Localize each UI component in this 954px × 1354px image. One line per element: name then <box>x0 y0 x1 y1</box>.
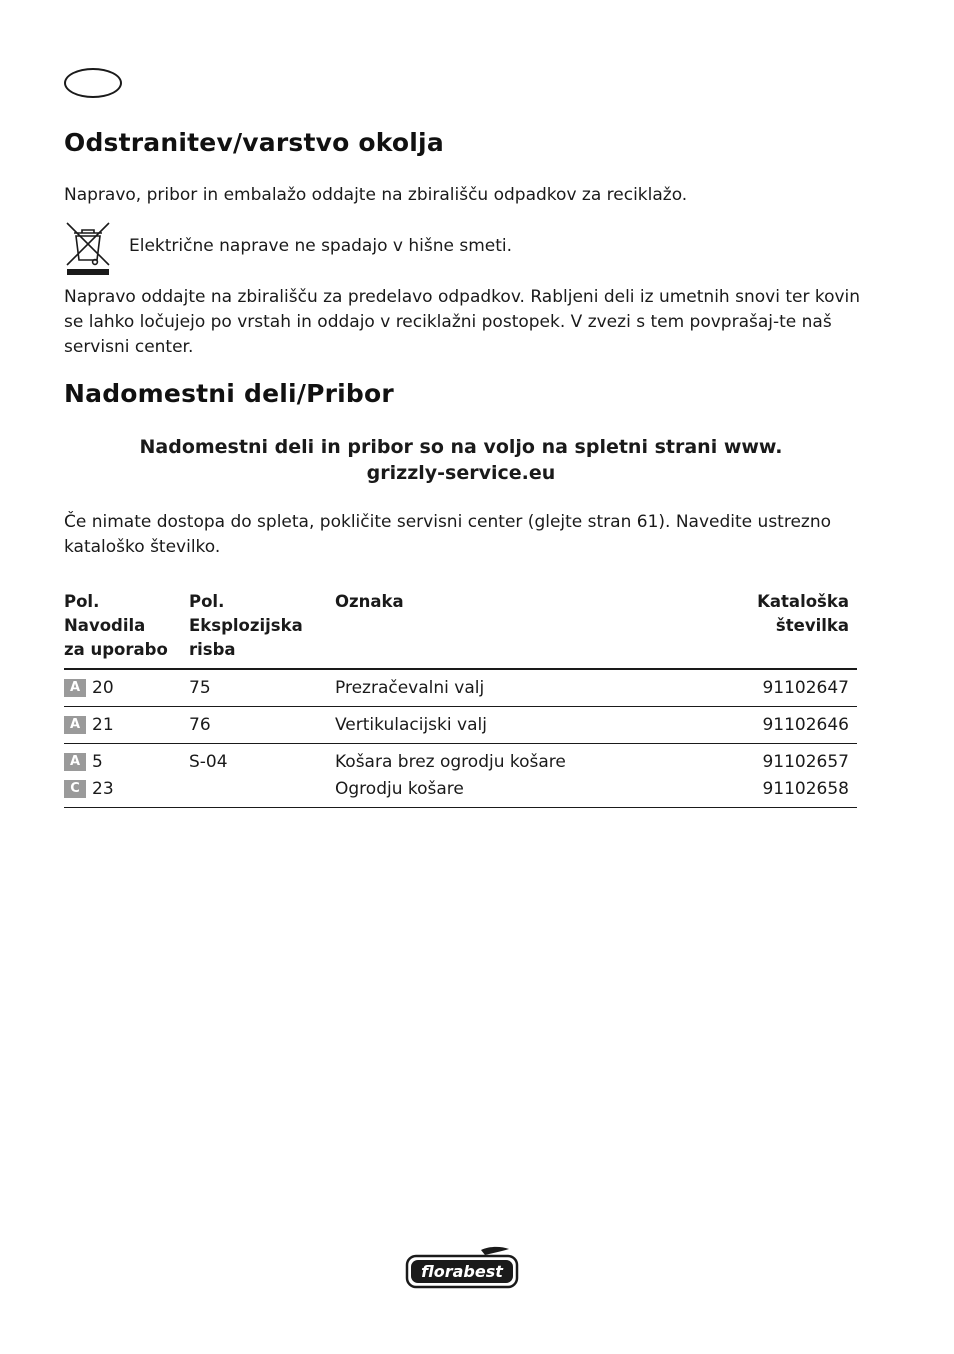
table-row <box>64 669 857 707</box>
figure-tag: A <box>64 753 86 771</box>
parts-notice <box>64 434 858 486</box>
header-position-exploded: Pol. Eksplozijska risba <box>189 590 335 669</box>
cell-designation: Prezračevalni valj <box>335 669 665 707</box>
table-row <box>64 707 857 744</box>
disposal-heading: Odstranitev/varstvo okolja <box>64 128 444 157</box>
cell-designation: Košara brez ogrodju košare Ogrodju košare <box>335 744 665 808</box>
cell-catalog-number: 91102647 <box>665 669 857 707</box>
cell-catalog-number: 91102646 <box>665 707 857 744</box>
disposal-intro: Napravo, pribor in embalažo oddajte na zbirališču odpadkov za reciklažo. <box>64 185 688 205</box>
cell-position-manual: A 20 <box>64 669 189 707</box>
header-position-manual: Pol. Navodila za uporabo <box>64 590 189 669</box>
header-catalog-number: Kataloška številka <box>665 590 857 669</box>
table-row <box>64 744 857 808</box>
parts-info: Če nimate dostopa do spleta, pokličite servisni center (glejte stran 61). Navedite ustrezno kataloško številko. <box>64 512 832 557</box>
language-badge <box>64 68 122 98</box>
parts-table <box>64 590 857 808</box>
figure-tag: A <box>64 679 86 697</box>
parts-notice-line1: Nadomestni deli in pribor so na voljo na spletni strani www. <box>139 436 783 458</box>
figure-tag: A <box>64 716 86 734</box>
bin-note: Električne naprave ne spadajo v hišne smeti. <box>129 236 513 256</box>
cell-position-exploded: S-04 <box>189 744 335 808</box>
header-designation: Oznaka <box>335 590 665 669</box>
parts-heading: Nadomestni deli/Pribor <box>64 379 394 408</box>
cell-position-exploded: 76 <box>189 707 335 744</box>
cell-designation: Vertikulacijski valj <box>335 707 665 744</box>
figure-tag: C <box>64 780 86 798</box>
cell-position-exploded: 75 <box>189 669 335 707</box>
parts-notice-line2: grizzly-service.eu <box>366 462 556 484</box>
disposal-body: Napravo oddajte na zbirališču za predelavo odpadkov. Rabljeni deli iz umetnih snovi ter kovin se lahko ločujejo po vrstah in oddajo v reciklažni postopek. V zvezi s tem povprašaj-te naš servisni center. <box>64 287 861 357</box>
florabest-logo <box>405 1246 519 1290</box>
parts-table-header <box>64 590 857 669</box>
cell-position-manual: A 5 C 23 <box>64 744 189 808</box>
cell-catalog-number: 91102657 91102658 <box>665 744 857 808</box>
logo-text: florabest <box>421 1262 503 1281</box>
cell-position-manual: A 21 <box>64 707 189 744</box>
crossed-out-wheelie-bin-icon <box>64 220 112 278</box>
